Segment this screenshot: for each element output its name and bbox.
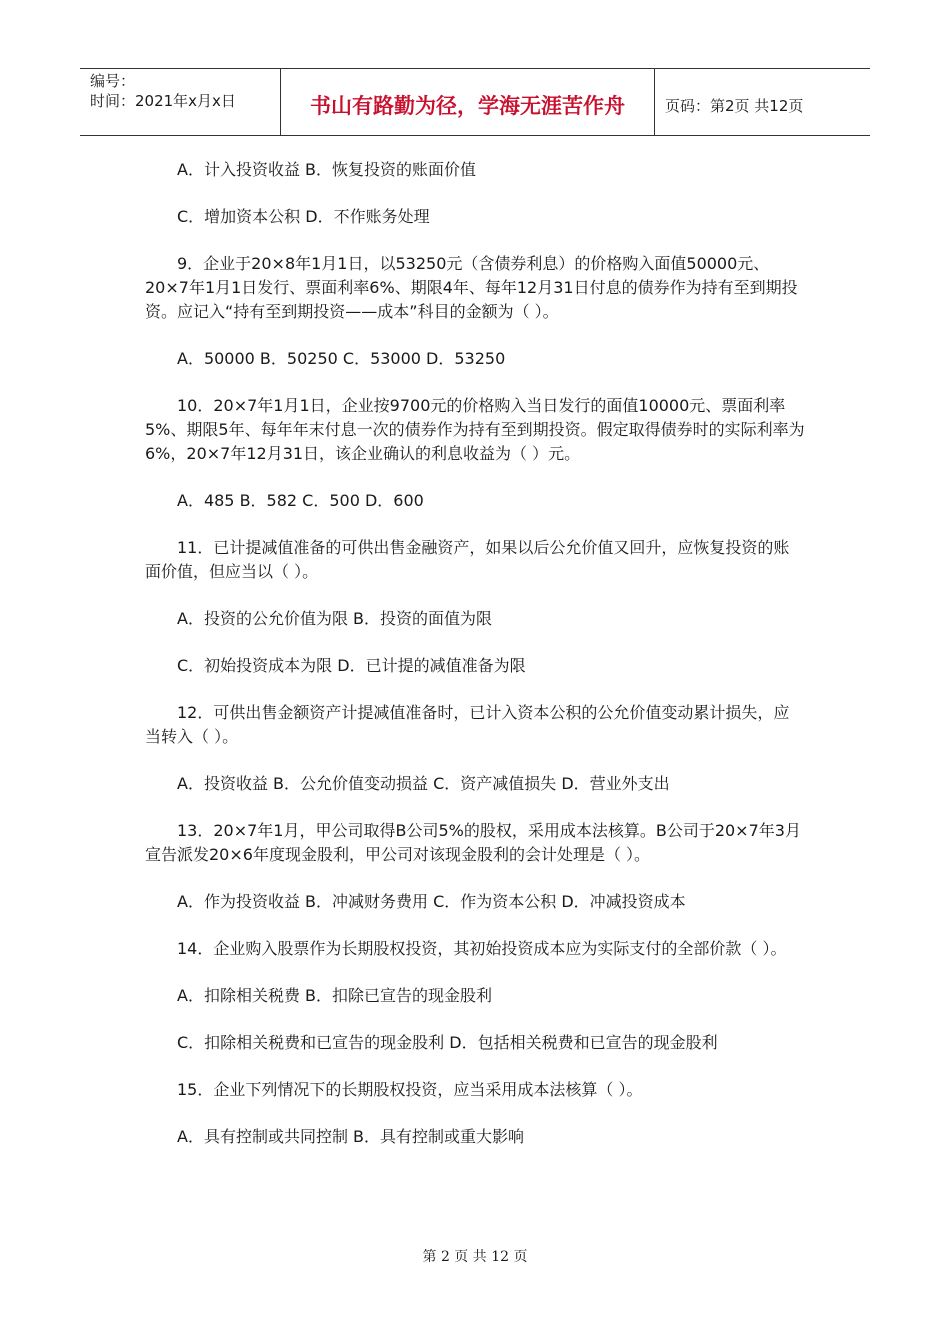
answer-options: A．485 B．582 C．500 D．600 [177,491,424,510]
document-number-label: 编号： [90,72,136,90]
answer-options: C．初始投资成本为限 D．已计提的减值准备为限 [177,656,526,675]
answer-options: A．投资的公允价值为限 B．投资的面值为限 [177,609,493,628]
header-meta [80,69,281,135]
question-text: 9．企业于20×8年1月1日，以53250元（含债券利息）的价格购入面值50000元、20×7年1月1日发行、票面利率6%、期限4年、每年12月31日付息的债券作为持有至到期投资。应记入“持有至到期投资——成本”科目的金额为（ ）。 [145,254,798,321]
question-text: 13．20×7年1月，甲公司取得B公司5%的股权，采用成本法核算。B公司于20×7年3月宣告派发20×6年度现金股利，甲公司对该现金股利的会计处理是（ ）。 [145,821,801,864]
answer-options: A．计入投资收益 B．恢复投资的账面价值 [177,160,477,179]
answer-options: C．扣除相关税费和已宣告的现金股利 D．包括相关税费和已宣告的现金股利 [177,1033,718,1052]
answer-options: A．作为投资收益 B．冲减财务费用 C．作为资本公积 D．冲减投资成本 [177,892,686,911]
question-text: 12．可供出售金额资产计提减值准备时，已计入资本公积的公允价值变动累计损失，应当转入（ ）。 [145,703,790,746]
header-page-info: 页码：第2页 共12页 [665,96,804,115]
page-header [80,68,870,136]
header-motto: 书山有路勤为径，学海无涯苦作舟 [281,69,655,135]
question-text: 15．企业下列情况下的长期股权投资，应当采用成本法核算（ ）。 [177,1080,643,1099]
question-text: 11．已计提减值准备的可供出售金融资产，如果以后公允价值又回升，应恢复投资的账面价值，但应当以（ ）。 [145,538,790,581]
question-text: 10．20×7年1月1日，企业按9700元的价格购入当日发行的面值10000元、票面利率5%、期限5年、每年年末付息一次的债券作为持有至到期投资。假定取得债券时的实际利率为6%，20×7年12月31日，该企业确认的利息收益为（ ）元。 [145,396,805,463]
answer-options: A．扣除相关税费 B．扣除已宣告的现金股利 [177,986,493,1005]
answer-options: A．50000 B．50250 C．53000 D．53250 [177,349,506,368]
document-body [145,158,805,1172]
document-date: 时间：2021年x月x日 [90,92,236,110]
question-text: 14．企业购入股票作为长期股权投资，其初始投资成本应为实际支付的全部价款（ ）。 [177,939,787,958]
answer-options: C．增加资本公积 D．不作账务处理 [177,207,430,226]
page-footer: 第 2 页 共 12 页 [422,1249,528,1265]
answer-options: A．具有控制或共同控制 B．具有控制或重大影响 [177,1127,525,1146]
answer-options: A．投资收益 B．公允价值变动损益 C．资产减值损失 D．营业外支出 [177,774,670,793]
